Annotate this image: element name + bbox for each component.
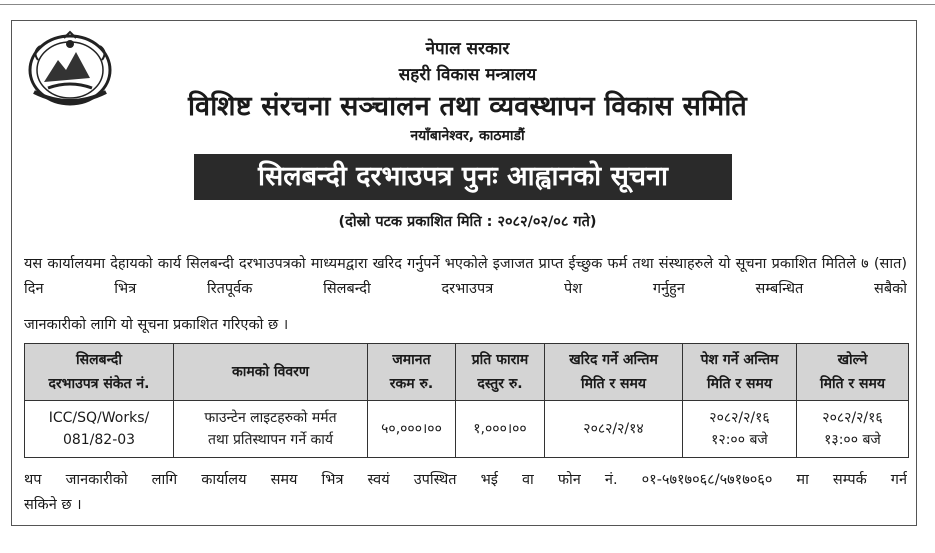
footer-paragraph-end: सकिने छ । [24, 497, 82, 513]
cell-bid-security: ५०,०००।०० [368, 401, 456, 458]
government-name: नेपाल सरकार [425, 39, 510, 59]
cell-form-fee: १,०००।०० [456, 401, 545, 458]
cell-code: ICC/SQ/Works/ 081/82-03 [25, 401, 174, 458]
table-row [25, 401, 909, 458]
header-submission-deadline: पेश गर्ने अन्तिम मिति र समय [683, 344, 797, 401]
committee-name: विशिष्ट संरचना सञ्चालन तथा व्यवस्थापन विकास समिति [187, 91, 747, 122]
header-form-fee: प्रति फाराम दस्तुर रु. [456, 344, 545, 401]
header-purchase-deadline: खरिद गर्ने अन्तिम मिति र समय [545, 344, 683, 401]
header-code: सिलबन्दी दरभाउपत्र संकेत नं. [25, 344, 174, 401]
notice-title: सिलबन्दी दरभाउपत्र पुनः आह्वानको सूचना [194, 154, 732, 200]
intro-paragraph: यस कार्यालयमा देहायको कार्य सिलबन्दी दरभाउपत्रको माध्यमद्वारा खरिद गर्नुपर्ने भएकोले इजाजत प्राप्त ईच्छुक फर्म तथा संस्थाहरुले यो सूचना प्रकाशित मितिले ७ (सात) दिन भित्र रितपूर्वक सिलबन्दी दरभाउपत्र पेश गर्नुहुन सम्बन्धित सबैको [24, 256, 907, 297]
intro-paragraph-end: जानकारीको लागि यो सूचना प्रकाशित गरिएको छ । [24, 317, 289, 333]
office-address: नयाँबानेश्वर, काठमाडौं [410, 128, 525, 144]
header-bid-security: जमानत रकम रु. [368, 344, 456, 401]
top-rule [0, 4, 935, 5]
cell-opening: २०८२/२/१६ १३:०० बजे [797, 401, 909, 458]
cell-submission-deadline: २०८२/२/१६ १२:०० बजे [683, 401, 797, 458]
tender-table [24, 343, 909, 458]
published-date: (दोस्रो पटक प्रकाशित मिति : २०८२/०२/०८ गते) [338, 214, 597, 230]
footer-paragraph: थप जानकारीको लागि कार्यालय समय भित्र स्वयं उपस्थित भई वा फोन नं. ०१-५७१७०६८/५७१७०६० मा सम्पर्क गर्न [24, 472, 907, 488]
table-header-row [25, 344, 909, 401]
header-description: कामको विवरण [174, 344, 368, 401]
header-opening: खोल्ने मिति र समय [797, 344, 909, 401]
ministry-name: सहरी विकास मन्त्रालय [398, 65, 537, 85]
cell-description: फाउन्टेन लाइटहरुको मर्मत तथा प्रतिस्थापन गर्ने कार्य [174, 401, 368, 458]
cell-purchase-deadline: २०८२/२/१४ [545, 401, 683, 458]
